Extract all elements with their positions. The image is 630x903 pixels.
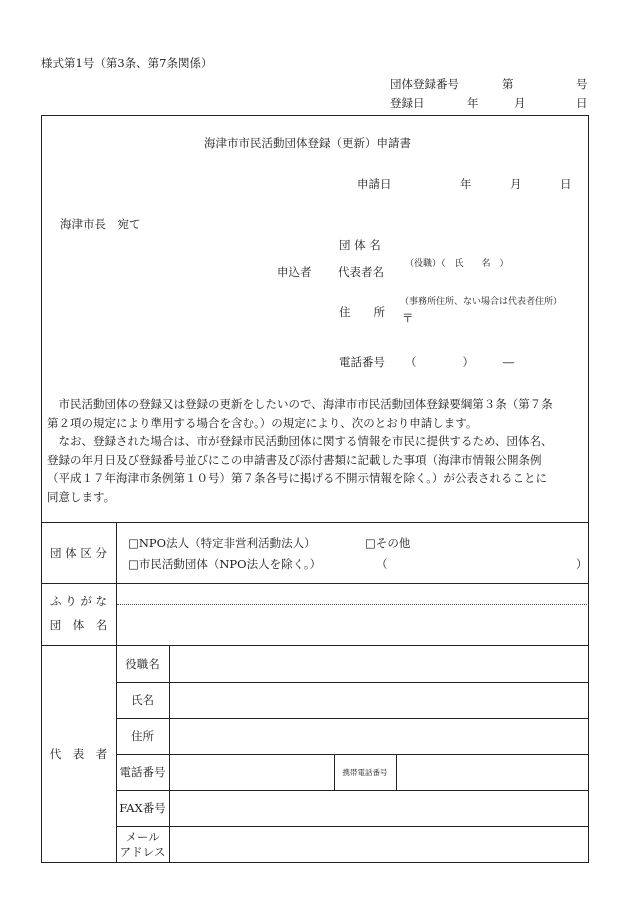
org-name-label: 団 体 名 bbox=[49, 618, 108, 632]
rep-email-input[interactable] bbox=[171, 828, 587, 861]
applicant-phone-label: 電話番号 bbox=[339, 355, 385, 369]
classification-option-other[interactable]: □その他 bbox=[365, 536, 411, 550]
other-paren-close: ） bbox=[576, 557, 588, 571]
paragraph-line: 第２項の規定により準用する場合を含む。）の規定により、次のとおり申請します。 bbox=[47, 415, 478, 430]
paragraph-line: （平成１７年海津市条例第１０号）第７条各号に掲げる不開示情報を除く。）が公表されることに bbox=[47, 471, 548, 485]
furigana-divider bbox=[117, 604, 589, 605]
rep-email-label-line1: メール bbox=[125, 829, 160, 844]
consent-paragraph bbox=[47, 395, 587, 506]
rep-title-label: 役職名 bbox=[125, 656, 160, 671]
rep-mobile-input[interactable] bbox=[398, 756, 587, 788]
registration-date-label: 登録日 bbox=[390, 96, 425, 110]
furigana-label: ふ り が な bbox=[50, 594, 107, 608]
addressee: 海津市長 宛て bbox=[60, 217, 141, 231]
form-number: 様式第1号（第3条、第7条関係） bbox=[41, 56, 213, 70]
rep-address-label: 住所 bbox=[131, 729, 154, 743]
rep-title-input[interactable] bbox=[171, 647, 587, 680]
mobile-column-divider bbox=[396, 754, 397, 790]
registration-number-label: 団体登録番号 bbox=[390, 77, 459, 91]
rep-fax-input[interactable] bbox=[171, 792, 587, 824]
paragraph-line: 同意します。 bbox=[47, 489, 116, 504]
rep-row-divider bbox=[116, 826, 589, 827]
rep-email-label-line2: アドレス bbox=[119, 844, 166, 859]
registration-date-day: 日 bbox=[576, 96, 588, 110]
applicant-phone-format: （ ） ― bbox=[405, 355, 515, 369]
rep-name-input[interactable] bbox=[171, 684, 587, 716]
classification-option-civic[interactable]: □市民活動団体（NPO法人を除く。） bbox=[128, 557, 322, 571]
form-title: 海津市市民活動団体登録（更新）申請書 bbox=[204, 136, 411, 150]
representative-label: 代 表 者 bbox=[49, 747, 108, 761]
applicant-rep-name-note: （役職）（ 氏 名 ） bbox=[405, 259, 509, 269]
rep-mobile-label: 携帯電話番号 bbox=[342, 767, 388, 777]
furigana-input[interactable] bbox=[118, 586, 587, 602]
rep-email-label bbox=[116, 826, 169, 863]
applicant-label: 申込者 bbox=[277, 265, 312, 279]
rep-address-input[interactable] bbox=[171, 720, 587, 752]
registration-date-year: 年 bbox=[467, 96, 479, 110]
applicant-address-note: （事務所住所、ない場合は代表者住所） bbox=[400, 297, 563, 307]
rep-row-divider bbox=[116, 790, 589, 791]
table-divider bbox=[41, 522, 589, 523]
other-paren-open: （ bbox=[376, 557, 388, 571]
registration-number-go: 号 bbox=[576, 77, 588, 91]
rep-fax-label: FAX番号 bbox=[119, 801, 166, 815]
applicant-org-name-label: 団 体 名 bbox=[339, 238, 381, 252]
org-name-input[interactable] bbox=[118, 606, 587, 643]
table-divider bbox=[41, 583, 589, 584]
applicant-address-label: 住 所 bbox=[339, 305, 385, 319]
application-date-year: 年 bbox=[460, 177, 472, 191]
paragraph-line: 登録の年月日及び登録番号並びにこの申請書及び添付書類に記載した事項（海津市情報公開条例 bbox=[47, 452, 542, 467]
rep-row-divider bbox=[116, 682, 589, 683]
classification-label: 団 体 区 分 bbox=[50, 545, 107, 560]
applicant-rep-name-label: 代表者名 bbox=[338, 265, 384, 279]
registration-date-month: 月 bbox=[514, 96, 526, 110]
rep-row-divider bbox=[116, 718, 589, 719]
registration-number-dai: 第 bbox=[502, 77, 514, 91]
rep-name-label: 氏名 bbox=[131, 693, 154, 707]
postal-mark: 〒 bbox=[402, 311, 414, 325]
rep-phone-label: 電話番号 bbox=[119, 765, 166, 779]
application-date-day: 日 bbox=[560, 177, 572, 191]
application-date-month: 月 bbox=[510, 177, 522, 191]
application-date-label: 申請日 bbox=[357, 177, 392, 191]
paragraph-line: なお、登録された場合は、市が登録市民活動団体に関する情報を市民に提供するため、団体名、 bbox=[47, 434, 553, 448]
rep-phone-input[interactable] bbox=[171, 756, 332, 788]
classification-option-npo[interactable]: □NPO法人（特定非営利活動法人） bbox=[128, 536, 316, 550]
paragraph-line: 市民活動団体の登録又は登録の更新をしたいので、海津市市民活動団体登録要綱第３条（第７条 bbox=[47, 397, 553, 411]
